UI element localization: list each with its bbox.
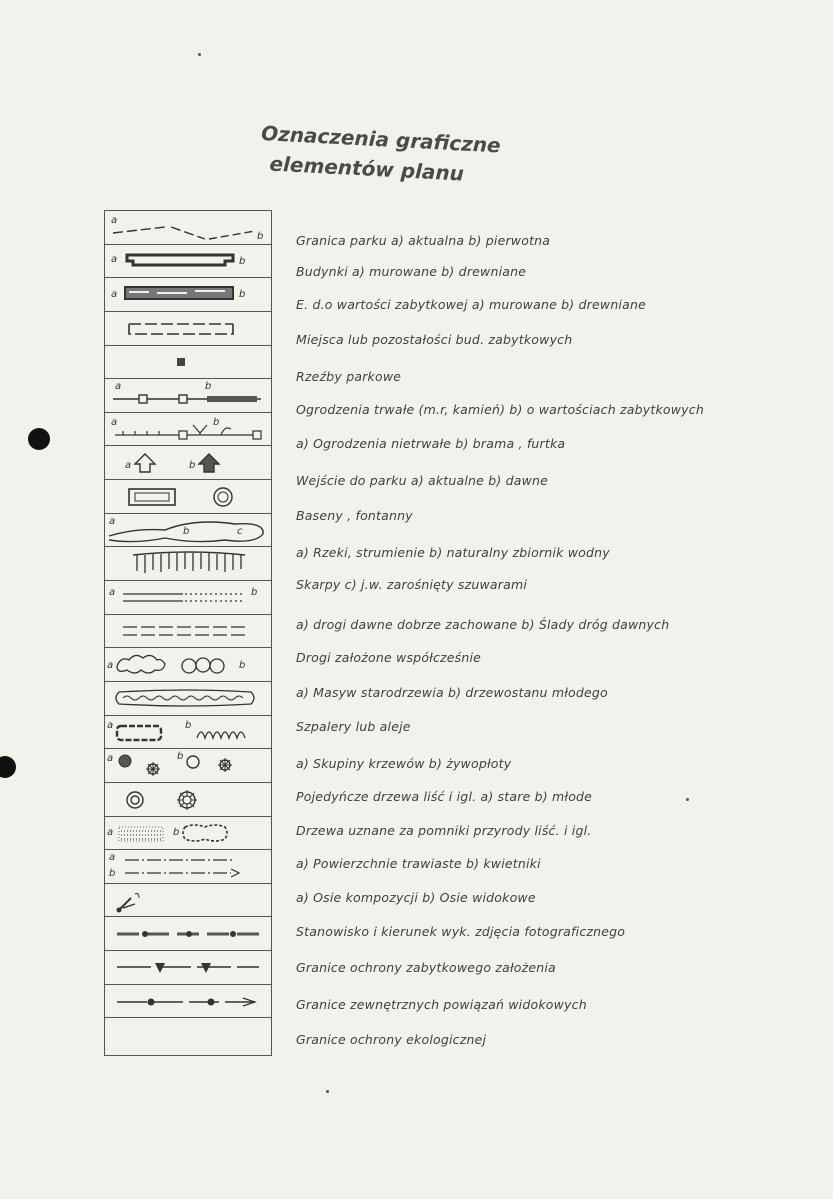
empty-row	[105, 1017, 271, 1055]
label-b: b	[213, 416, 220, 428]
symbol-park-boundary	[105, 210, 271, 244]
legend-description-18: Drzewa uznane za pomniki przyrody liść. i igl.	[296, 823, 592, 838]
label-b: b	[177, 751, 184, 763]
legend-description-1: Granica parku a) aktualna b) pierwotna	[296, 233, 551, 248]
symbol-historic-buildings	[105, 277, 271, 311]
symbol-photo-station	[105, 883, 271, 917]
symbol-shrubs-hedges	[105, 715, 271, 749]
title-line-2: elementów planu	[269, 151, 465, 186]
symbol-pools-fountains	[105, 479, 271, 513]
symbol-fences-gate	[105, 412, 271, 446]
legend-description-9: Baseny , fontanny	[296, 508, 413, 523]
legend-description-21: Stanowisko i kierunek wyk. zdjęcia fotograficznego	[296, 924, 626, 939]
legend-description-4: Miejsca lub pozostałości bud. zabytkowych	[296, 332, 573, 347]
legend-description-13: Drogi założone współcześnie	[296, 650, 482, 665]
legend-symbol-table	[104, 210, 272, 1056]
label-a: a	[111, 416, 118, 428]
symbol-slopes	[105, 546, 271, 580]
label-a: a	[107, 753, 114, 765]
symbol-rivers-water	[105, 513, 271, 547]
symbol-heritage-protection-boundary	[105, 916, 271, 950]
symbol-modern-roads	[105, 614, 271, 648]
symbol-buildings	[105, 244, 271, 278]
symbol-view-links-boundary	[105, 950, 271, 984]
paper-speck	[198, 53, 201, 56]
symbol-permanent-fences	[105, 378, 271, 412]
label-a: a	[115, 381, 122, 393]
label-a: a	[109, 852, 116, 864]
legend-description-6: Ogrodzenia trwałe (m.r, kamień) b) o wartościach zabytkowych	[296, 402, 704, 417]
label-b: b	[251, 587, 258, 599]
binder-hole-top	[28, 428, 50, 450]
symbol-tree-rows-alleys	[105, 681, 271, 715]
label-b: b	[239, 255, 246, 267]
legend-description-14: a) Masyw starodrzewia b) drzewostanu młodego	[296, 685, 608, 700]
legend-description-20: a) Osie kompozycji b) Osie widokowe	[296, 890, 536, 905]
symbol-lawns-flowerbeds	[105, 816, 271, 850]
symbol-building-remains	[105, 311, 271, 345]
label-a: a	[125, 460, 132, 472]
label-b: b	[239, 289, 246, 301]
symbol-tree-stands	[105, 647, 271, 681]
label-b: b	[109, 868, 116, 880]
label-a: a	[109, 515, 116, 527]
label-a: a	[109, 587, 116, 599]
legend-description-5: Rzeźby parkowe	[296, 369, 402, 384]
label-b: b	[185, 719, 192, 731]
binder-hole-bottom	[0, 756, 16, 778]
legend-description-17: Pojedyńcze drzewa liść i igl. a) stare b) młode	[296, 789, 593, 804]
symbol-ecological-protection-boundary	[105, 984, 271, 1018]
legend-description-16: a) Skupiny krzewów b) żywopłoty	[296, 756, 512, 771]
label-b: b	[189, 460, 196, 472]
legend-description-8: Wejście do parku a) aktualne b) dawne	[296, 473, 549, 488]
title-line-1: Oznaczenia graficzne	[260, 120, 502, 158]
legend-description-23: Granice zewnętrznych powiązań widokowych	[296, 997, 587, 1012]
legend-description-3: E. d.o wartości zabytkowej a) murowane b) drewniane	[296, 297, 646, 312]
label-a: a	[107, 826, 114, 838]
label-a: a	[107, 660, 114, 672]
symbol-single-trees	[105, 748, 271, 782]
label-b: b	[173, 826, 180, 838]
label-a: a	[111, 253, 118, 265]
label-a: a	[111, 289, 118, 301]
symbol-nature-monuments	[105, 782, 271, 816]
paper-speck	[326, 1090, 329, 1093]
label-a: a	[107, 719, 114, 731]
legend-description-15: Szpalery lub aleje	[296, 719, 411, 734]
legend-description-12: a) drogi dawne dobrze zachowane b) Ślady dróg dawnych	[296, 617, 670, 632]
symbol-sculptures	[105, 345, 271, 379]
legend-description-24: Granice ochrony ekologicznej	[296, 1032, 487, 1047]
legend-description-7: a) Ogrodzenia nietrwałe b) brama , furtka	[296, 436, 566, 451]
label-c: c	[237, 525, 243, 537]
legend-description-2: Budynki a) murowane b) drewniane	[296, 264, 527, 279]
label-b: b	[205, 381, 212, 393]
symbol-axes	[105, 849, 271, 883]
label-b: b	[239, 660, 246, 672]
legend-description-11: Skarpy c) j.w. zarośnięty szuwarami	[296, 577, 528, 592]
label-b: b	[183, 525, 190, 537]
legend-description-10: a) Rzeki, strumienie b) naturalny zbiornik wodny	[296, 545, 610, 560]
symbol-old-roads	[105, 580, 271, 614]
label-a: a	[111, 215, 118, 226]
label-b: b	[257, 231, 264, 242]
legend-description-22: Granice ochrony zabytkowego założenia	[296, 960, 556, 975]
legend-description-19: a) Powierzchnie trawiaste b) kwietniki	[296, 856, 541, 871]
symbol-park-entrances	[105, 445, 271, 479]
page-title	[259, 118, 562, 194]
